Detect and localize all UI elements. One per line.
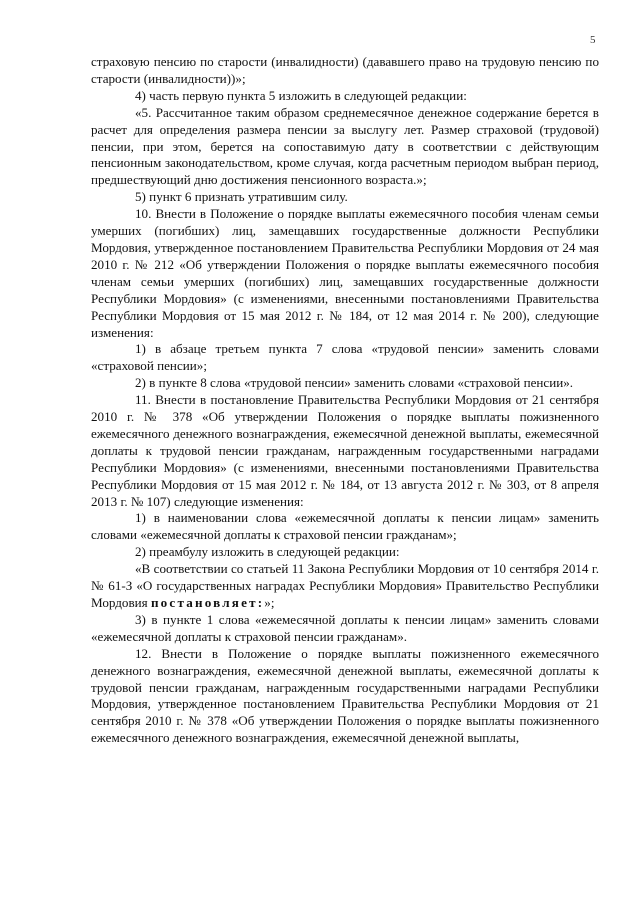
paragraph: 2) преамбулу изложить в следующей редакции:	[135, 544, 400, 560]
paragraph: 10. Внести в Положение о порядке выплаты ежемесячного пособия членам семьи умерших (погибших) лиц, замещавших государственные должности Республики Мордовия, утвержденное постановлением Правительства Республики Мордовия от 24 мая 2010 г. № 212 «Об утверждении Положения о порядке выплаты ежемесячного пособия членам семьи умерших (погибших) лиц, замещавших государственные должности Республики Мордовия» (с изменениями, внесенными постановлениями Правительства Республики Мордовия от 15 мая 2012 г. № 184, от 12 мая 2014 г. № 200), следующие изменения:	[91, 206, 599, 340]
paragraph: 12. Внести в Положение о порядке выплаты пожизненного ежемесячного денежного вознаграждения, ежемесячной денежной выплаты, ежемесячной доплаты к трудовой пенсии гражданам, награжденным государственными наградами Республики Мордовия, утвержденное постановлением Правительства Республики Мордовия от 21 сентября 2010 г. № 378 «Об утверждении Положения о порядке выплаты пожизненного ежемесячного денежного вознаграждения, ежемесячной денежной выплаты,	[91, 645, 599, 746]
paragraph: 5) пункт 6 признать утратившим силу.	[135, 189, 348, 205]
decree-keyword: постановляет:	[150, 595, 265, 610]
paragraph: 1) в абзаце третьем пункта 7 слова «трудовой пенсии» заменить словами «страховой пенсии»;	[91, 341, 599, 374]
paragraph: 3) в пункте 1 слова «ежемесячной доплаты к пенсии лицам» заменить словами «ежемесячной доплаты к страховой пенсии гражданам».	[91, 611, 599, 644]
preamble-close: »;	[264, 595, 275, 610]
page-number: 5	[590, 34, 596, 46]
paragraph: страховую пенсию по старости (инвалидности) (дававшего право на трудовую пенсию по старости (инвалидности))»;	[91, 54, 599, 86]
paragraph: 2) в пункте 8 слова «трудовой пенсии» заменить словами «страховой пенсии».	[135, 375, 574, 391]
document-body	[91, 54, 599, 747]
preamble-paragraph	[91, 561, 599, 612]
paragraph: 1) в наименовании слова «ежемесячной доплаты к пенсии лицам» заменить словами «ежемесячной доплаты к страховой пенсии гражданам»;	[91, 510, 599, 543]
paragraph: 4) часть первую пункта 5 изложить в следующей редакции:	[135, 87, 467, 103]
paragraph: 11. Внести в постановление Правительства Республики Мордовия от 21 сентября 2010 г. № 378 «Об утверждении Положения о порядке выплаты пожизненного ежемесячного денежного вознаграждения, ежемесячной денежной выплаты, ежемесячной доплаты к трудовой пенсии гражданам, награжденным государственными наградами Республики Мордовия» (с изменениями, внесенными постановлениями Правительства Республики Мордовия от 15 мая 2012 г. № 184, от 13 августа 2012 г. № 303, от 8 апреля 2013 г. № 107) следующие изменения:	[91, 392, 599, 509]
preamble-text: «В соответствии со статьей 11 Закона Республики Мордовия от 10 сентября 2014 г. № 61-З «О государственных наградах Республики Мордовия» Правительство Республики Мордовия	[91, 561, 599, 610]
paragraph: «5. Рассчитанное таким образом среднемесячное денежное содержание берется в расчет для определения размера пенсии за выслугу лет. Размер страховой (трудовой) пенсии, при этом, берется на сопоставимую дату в соответствии с действующим пенсионным законодательством, кроме случая, когда расчетным периодом выбран период, предшествующий дню достижения пенсионного возраста.»;	[91, 104, 599, 188]
